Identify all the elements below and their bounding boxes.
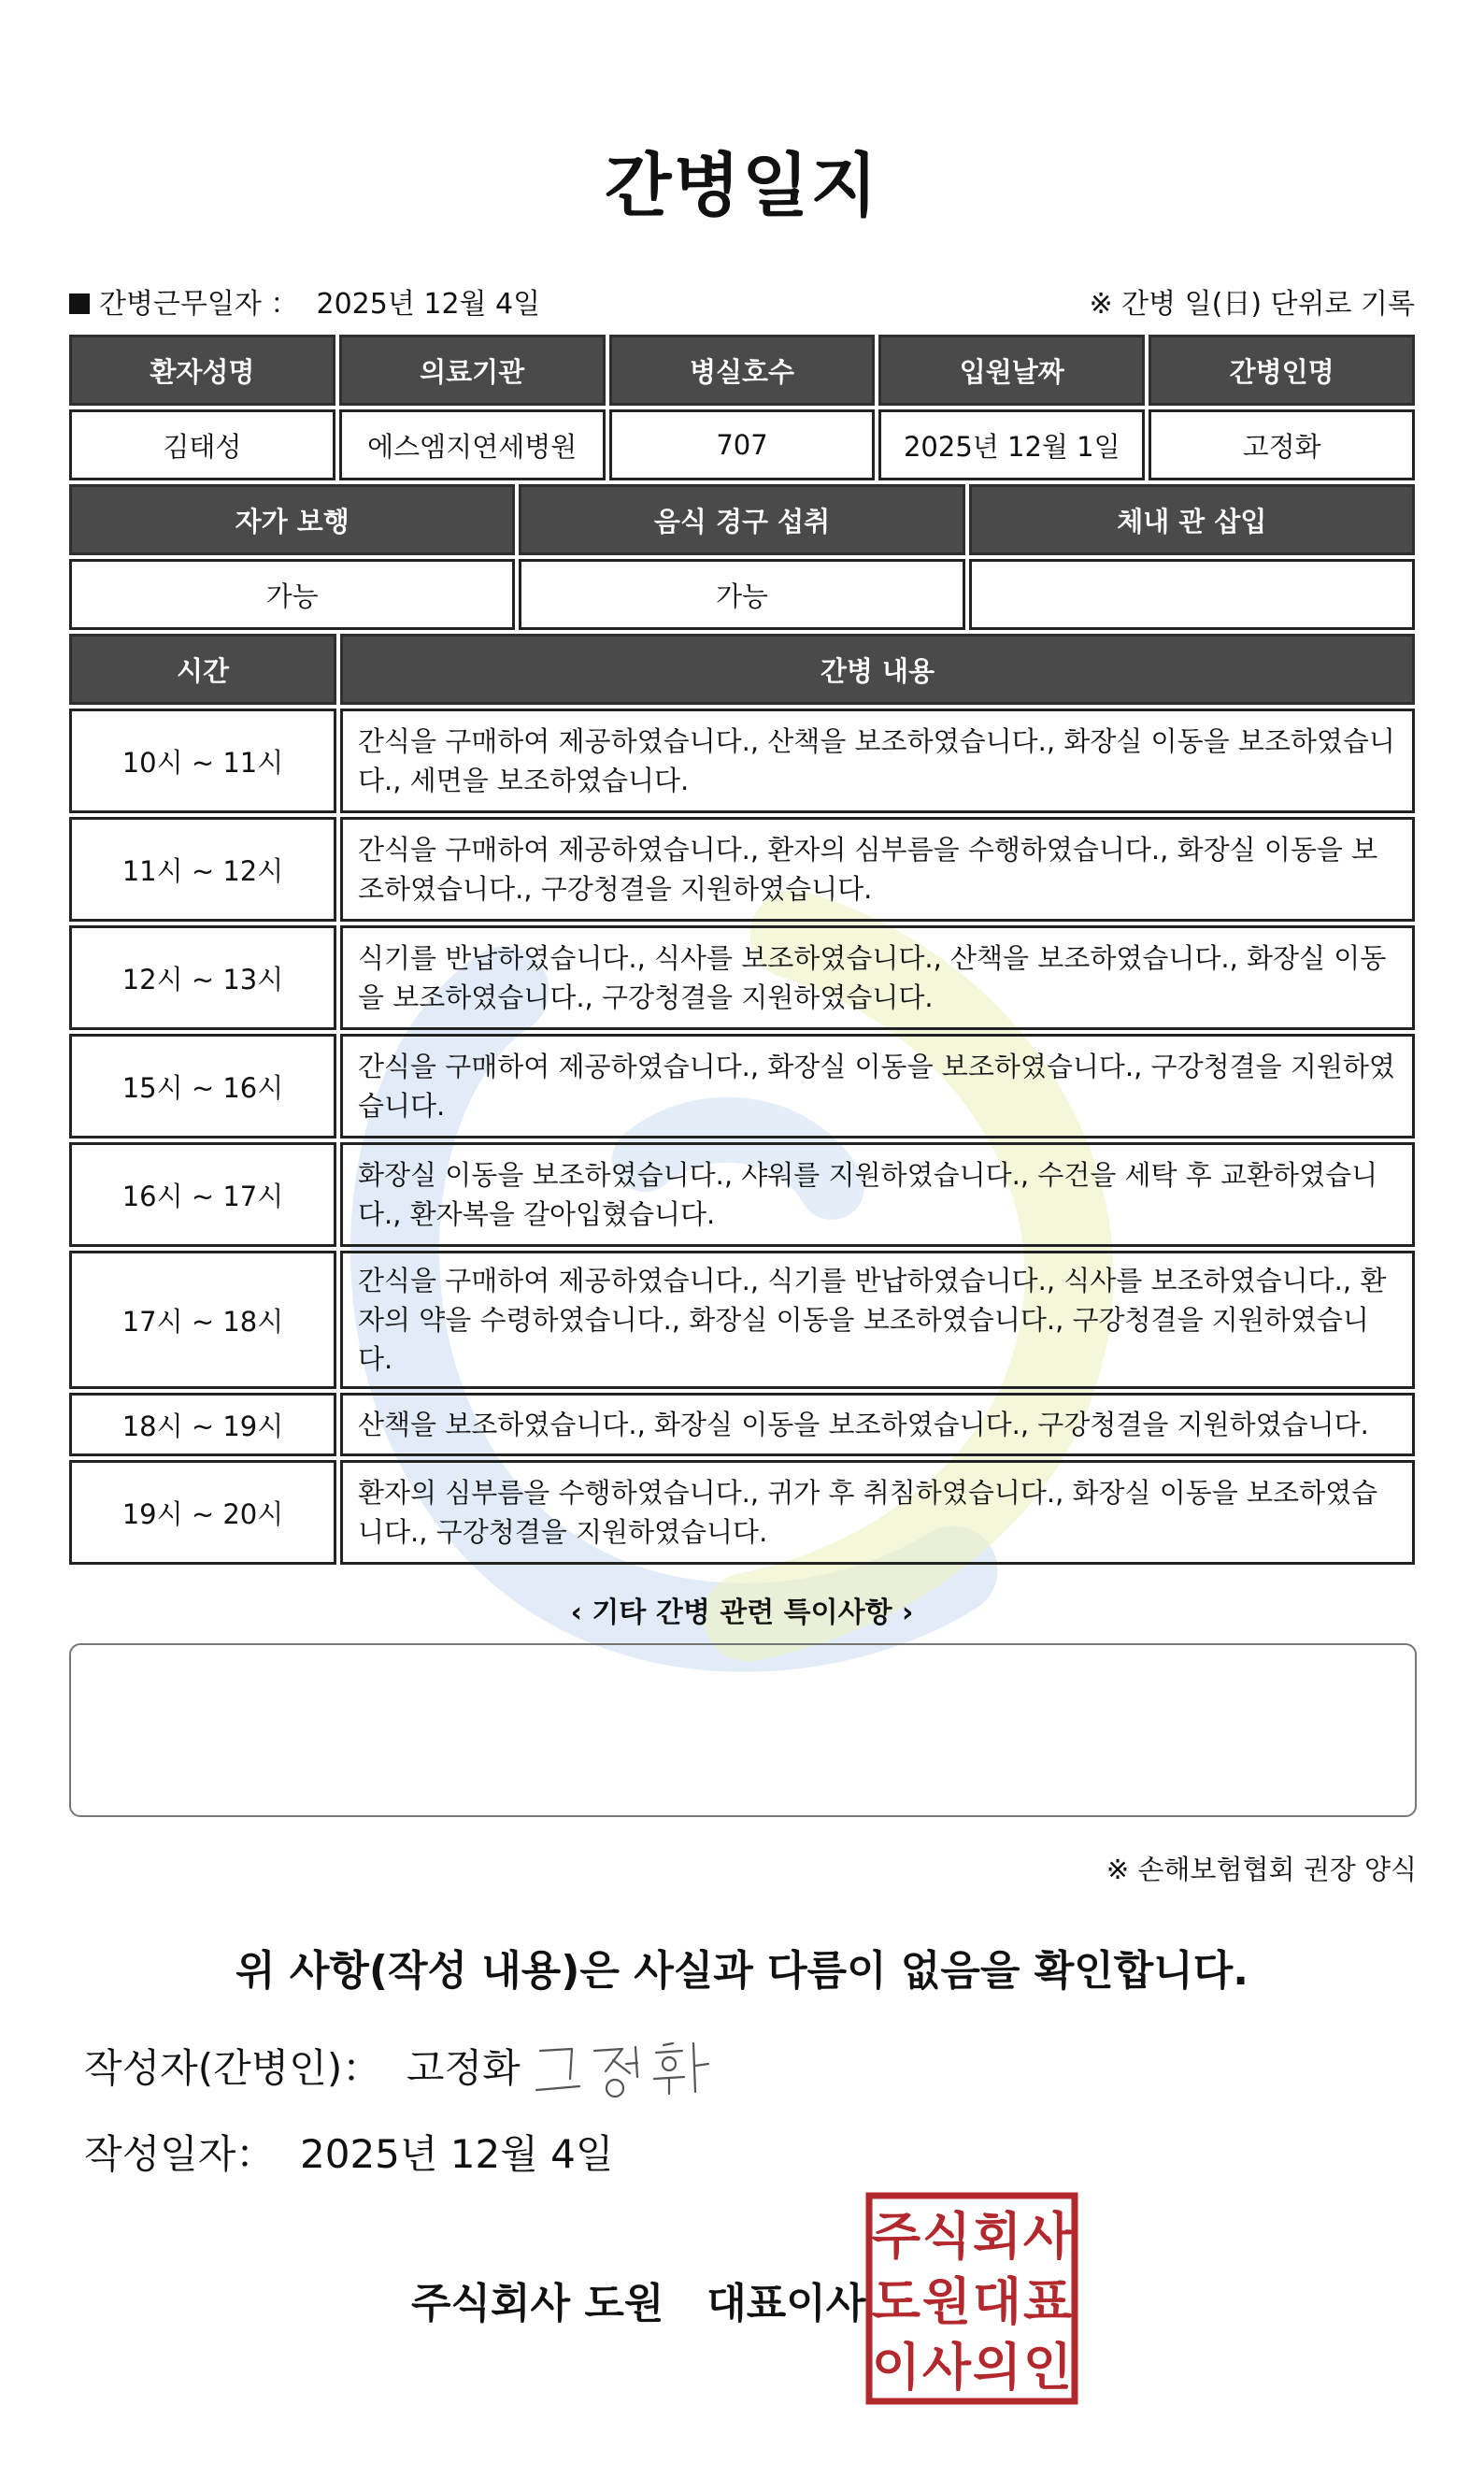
written-date-line	[84, 2124, 613, 2180]
svg-text:의: 의	[972, 2338, 1022, 2397]
header-walking: 자가 보행	[69, 484, 515, 555]
header-care-content: 간병 내용	[340, 634, 1415, 705]
table-row	[69, 409, 1415, 480]
time-cell: 12시 ~ 13시	[69, 925, 336, 1030]
header-tube-insertion: 체내 관 삽입	[969, 484, 1415, 555]
work-date	[69, 280, 540, 322]
svg-text:인: 인	[1022, 2338, 1073, 2397]
company-representative: 주식회사 도원 대표이사	[411, 2280, 866, 2327]
handwritten-signature	[533, 2030, 720, 2105]
company-seal-stamp	[865, 2192, 1078, 2405]
table-row	[69, 1142, 1415, 1247]
writer-name: 고정화	[406, 2045, 521, 2091]
time-cell: 15시 ~ 16시	[69, 1034, 336, 1138]
table-header-row	[69, 484, 1415, 555]
table-row	[69, 1034, 1415, 1138]
patient-status-table	[65, 480, 1419, 634]
time-cell: 19시 ~ 20시	[69, 1460, 336, 1565]
content-cell: 식기를 반납하였습니다., 식사를 보조하였습니다., 산책을 보조하였습니다., 화장실 이동을 보조하였습니다., 구강청결을 지원하였습니다.	[340, 925, 1415, 1030]
table-row	[69, 1393, 1415, 1456]
walking-status: 가능	[69, 559, 515, 630]
content-cell: 간식을 구매하여 제공하였습니다., 산책을 보조하였습니다., 화장실 이동을 보조하였습니다., 세면을 보조하였습니다.	[340, 709, 1415, 813]
square-bullet-icon	[69, 294, 90, 314]
svg-text:사: 사	[921, 2338, 972, 2397]
table-row	[69, 817, 1415, 922]
svg-text:원: 원	[921, 2272, 972, 2331]
work-date-value: 2025년 12월 4일	[316, 288, 541, 321]
care-log-table	[65, 630, 1419, 1568]
svg-text:주: 주	[871, 2207, 921, 2266]
header-time: 시간	[69, 634, 336, 705]
document-title: 간병일지	[605, 146, 879, 226]
time-cell: 16시 ~ 17시	[69, 1142, 336, 1247]
writer-label: 작성자(간병인)：	[84, 2045, 382, 2091]
header-room: 병실호수	[609, 335, 876, 406]
admission-date: 2025년 12월 1일	[878, 409, 1145, 480]
daily-record-note: ※ 간병 일(日) 단위로 기록	[1089, 288, 1415, 321]
header-oral-intake: 음식 경구 섭취	[519, 484, 964, 555]
svg-text:도: 도	[871, 2272, 921, 2331]
special-notes-box	[69, 1643, 1417, 1817]
header-hospital: 의료기관	[339, 335, 606, 406]
confirmation-statement: 위 사항(작성 내용)은 사실과 다름이 없음을 확인합니다.	[235, 1947, 1249, 1995]
recommended-form-note: ※ 손해보험협회 권장 양식	[1106, 1854, 1417, 1885]
content-cell: 화장실 이동을 보조하였습니다., 샤워를 지원하였습니다., 수건을 세탁 후 교환하였습니다., 환자복을 갈아입혔습니다.	[340, 1142, 1415, 1247]
oral-intake-status: 가능	[519, 559, 964, 630]
content-cell: 간식을 구매하여 제공하였습니다., 환자의 심부름을 수행하였습니다., 화장실 이동을 보조하였습니다., 구강청결을 지원하였습니다.	[340, 817, 1415, 922]
work-date-label: 간병근무일자 ：	[99, 288, 299, 321]
table-header-row	[69, 634, 1415, 705]
table-row	[69, 559, 1415, 630]
caregiver-name: 고정화	[1149, 409, 1415, 480]
room-number: 707	[609, 409, 876, 480]
svg-text:식: 식	[921, 2207, 972, 2266]
content-cell: 환자의 심부름을 수행하였습니다., 귀가 후 취침하였습니다., 화장실 이동을 보조하였습니다., 구강청결을 지원하였습니다.	[340, 1460, 1415, 1565]
svg-text:표: 표	[1022, 2272, 1073, 2331]
special-notes-title: ‹ 기타 간병 관련 특이사항 ›	[570, 1596, 914, 1629]
patient-name: 김태성	[69, 409, 335, 480]
patient-info-table	[65, 331, 1419, 484]
hospital-name: 에스엠지연세병원	[339, 409, 606, 480]
table-header-row	[69, 335, 1415, 406]
time-cell: 10시 ~ 11시	[69, 709, 336, 813]
header-patient-name: 환자성명	[69, 335, 335, 406]
written-date-label: 작성일자：	[84, 2131, 276, 2177]
meta-row	[69, 280, 1415, 321]
table-row	[69, 925, 1415, 1030]
table-row	[69, 1251, 1415, 1389]
writer-line	[84, 2038, 521, 2094]
time-cell: 11시 ~ 12시	[69, 817, 336, 922]
content-cell: 간식을 구매하여 제공하였습니다., 화장실 이동을 보조하였습니다., 구강청결을 지원하였습니다.	[340, 1034, 1415, 1138]
time-cell: 18시 ~ 19시	[69, 1393, 336, 1456]
svg-text:이: 이	[871, 2338, 921, 2397]
header-caregiver: 간병인명	[1149, 335, 1415, 406]
table-row	[69, 1460, 1415, 1565]
content-cell: 산책을 보조하였습니다., 화장실 이동을 보조하였습니다., 구강청결을 지원하였습니다.	[340, 1393, 1415, 1456]
table-row	[69, 709, 1415, 813]
written-date-value: 2025년 12월 4일	[300, 2131, 614, 2177]
svg-text:사: 사	[1022, 2207, 1073, 2266]
time-cell: 17시 ~ 18시	[69, 1251, 336, 1389]
header-admission-date: 입원날짜	[878, 335, 1145, 406]
content-cell: 간식을 구매하여 제공하였습니다., 식기를 반납하였습니다., 식사를 보조하였습니다., 환자의 약을 수령하였습니다., 화장실 이동을 보조하였습니다., 구강청결을 지원하였습니다.	[340, 1251, 1415, 1389]
svg-text:회: 회	[972, 2207, 1022, 2266]
tube-insertion-status	[969, 559, 1415, 630]
svg-text:대: 대	[972, 2272, 1022, 2331]
